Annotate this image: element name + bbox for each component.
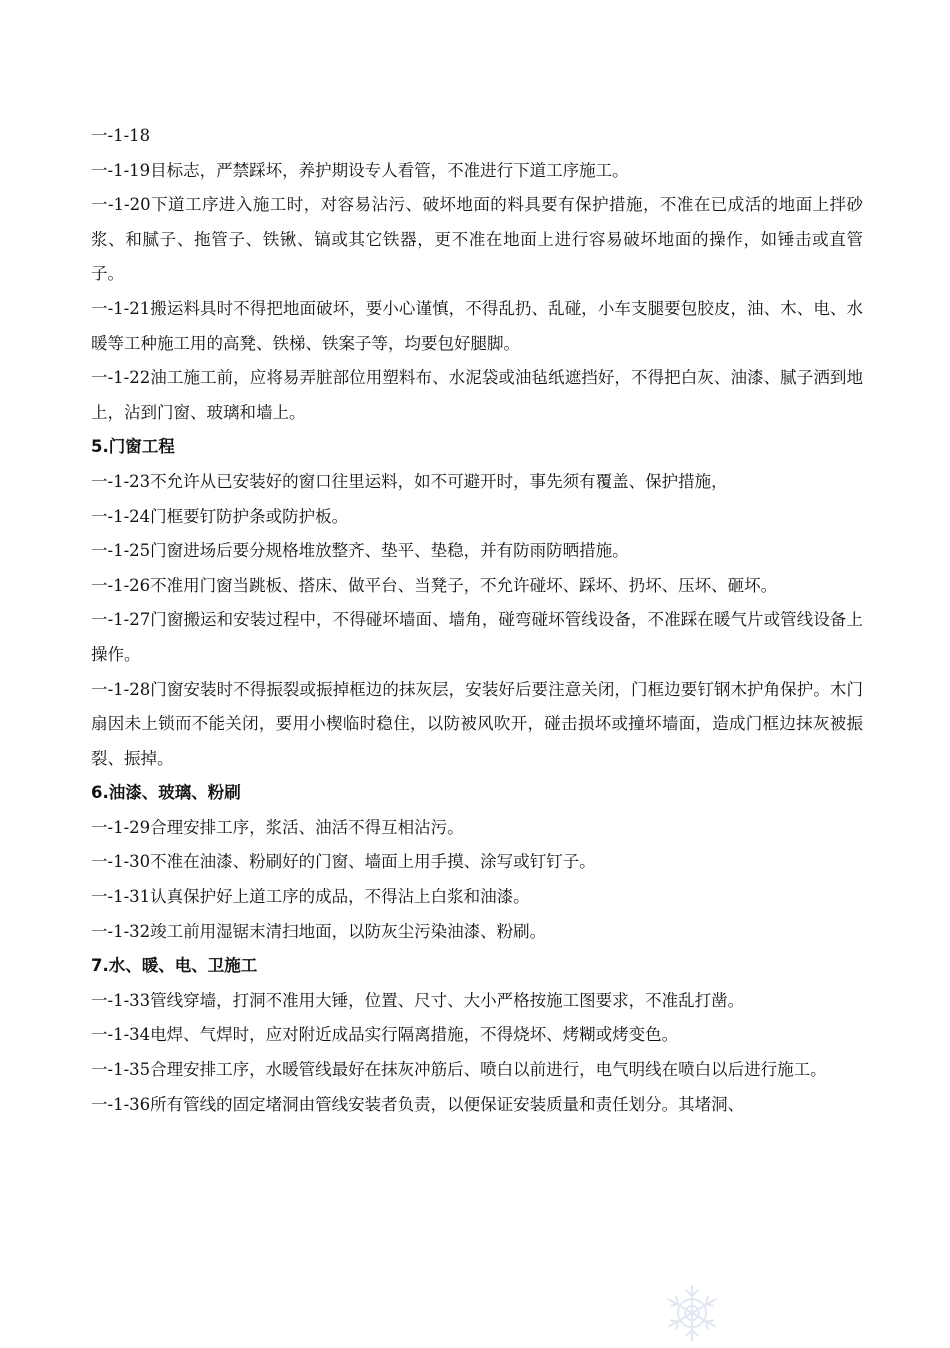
paragraph: 一-1-31认真保护好上道工序的成品，不得沾上白浆和油漆。 [91, 887, 530, 907]
paragraph: 一-1-24门框要钉防护条或防护板。 [91, 506, 349, 526]
paragraph: 一-1-34电焊、气焊时，应对附近成品实行隔离措施，不得烧坏、烤糊或烤变色。 [91, 1025, 679, 1045]
paragraph: 一-1-23不允许从已安装好的窗口往里运料，如不可避开时，事先须有覆盖、保护措施， [91, 471, 728, 491]
paragraph: 一-1-18 [91, 126, 151, 145]
paragraph: 一-1-32竣工前用湿锯末清扫地面，以防灰尘污染油漆、粉刷。 [91, 921, 547, 941]
section-heading: 5.门窗工程 [91, 437, 175, 457]
paragraph: 一-1-29合理安排工序，浆活、油活不得互相沾污。 [91, 817, 464, 837]
paragraph: 一-1-20下道工序进入施工时，对容易沾污、破坏地面的料具要有保护措施，不准在已成活的地面上拌砂浆、和腻子、拖管子、铁锹、镐或其它铁器，更不准在地面上进行容易破坏地面的操作，如锤击或直管子。 [91, 195, 863, 284]
snowflake-watermark-icon [660, 1282, 724, 1344]
paragraph: 一-1-26不准用门窗当跳板、搭床、做平台、当凳子，不允许碰坏、踩坏、扔坏、压坏、砸坏。 [91, 575, 778, 595]
paragraph: 一-1-22油工施工前，应将易弄脏部位用塑料布、水泥袋或油毡纸遮挡好，不得把白灰、油漆、腻子洒到地上，沾到门窗、玻璃和墙上。 [91, 368, 863, 422]
paragraph: 一-1-28门窗安装时不得振裂或振掉框边的抹灰层，安装好后要注意关闭，门框边要钉钢木护角保护。木门扇因未上锁而不能关闭，要用小楔临时稳住，以防被风吹开，碰击损坏或撞坏墙面，造成门框边抹灰被振裂、振掉。 [91, 679, 863, 768]
document-body [91, 119, 863, 1122]
paragraph: 一-1-33管线穿墙，打洞不准用大锤，位置、尺寸、大小严格按施工图要求，不准乱打凿。 [91, 990, 745, 1010]
section-heading: 6.油漆、玻璃、粉刷 [91, 783, 241, 803]
paragraph: 一-1-30不准在油漆、粉刷好的门窗、墙面上用手摸、涂写或钉钉子。 [91, 852, 596, 872]
paragraph: 一-1-19目标志，严禁踩坏，养护期设专人看管，不准进行下道工序施工。 [91, 160, 629, 180]
section-heading: 7.水、暖、电、卫施工 [91, 956, 258, 976]
paragraph: 一-1-36所有管线的固定堵洞由管线安装者负责，以便保证安装质量和责任划分。其堵洞、 [91, 1094, 745, 1114]
paragraph: 一-1-25门窗进场后要分规格堆放整齐、垫平、垫稳，并有防雨防晒措施。 [91, 541, 629, 561]
paragraph: 一-1-35合理安排工序，水暖管线最好在抹灰冲筋后、喷白以前进行，电气明线在喷白以后进行施工。 [91, 1060, 827, 1080]
paragraph: 一-1-27门窗搬运和安装过程中，不得碰坏墙面、墙角，碰弯碰坏管线设备，不准踩在暖气片或管线设备上操作。 [91, 610, 863, 664]
paragraph: 一-1-21搬运料具时不得把地面破坏，要小心谨慎，不得乱扔、乱碰，小车支腿要包胶皮，油、木、电、水暖等工种施工用的高凳、铁梯、铁案子等，均要包好腿脚。 [91, 298, 863, 353]
